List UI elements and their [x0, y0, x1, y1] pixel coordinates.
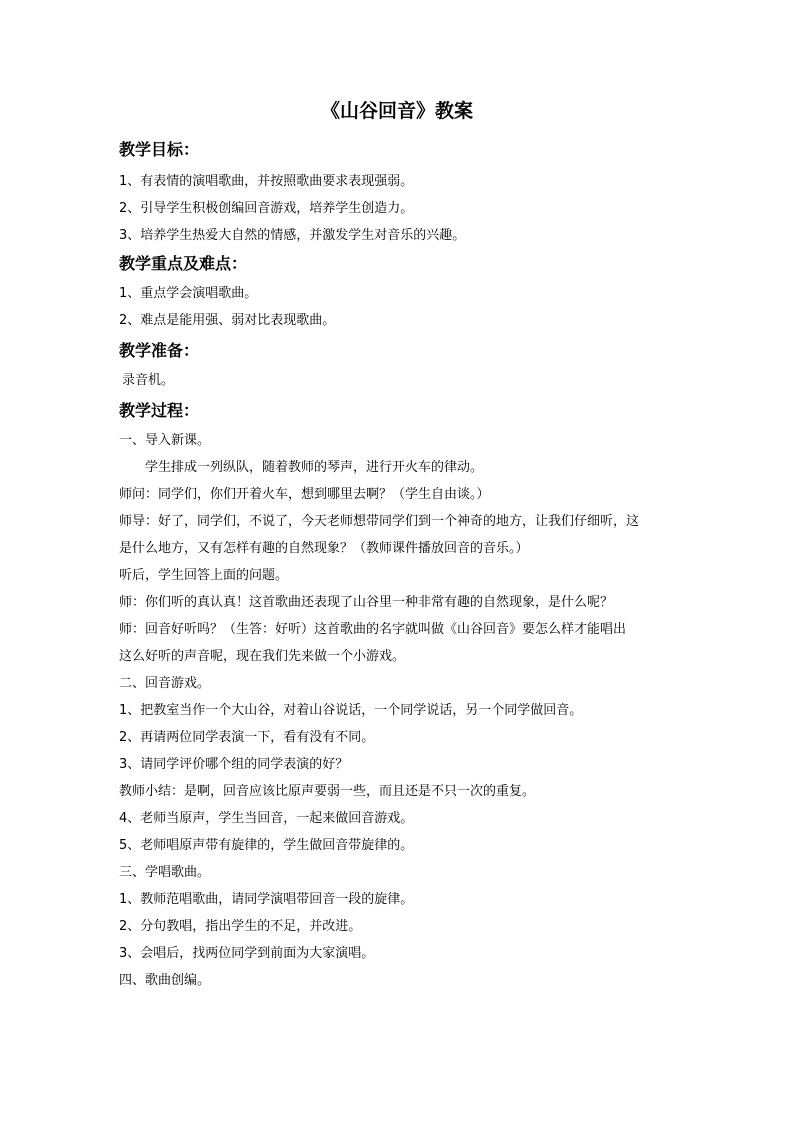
key-point-item: 1、重点学会演唱歌曲。 — [119, 286, 258, 301]
process-line: 师导：好了，同学们，不说了，今天老师想带同学们到一个神奇的地方，让我们仔细听，这 — [119, 514, 640, 529]
section-heading-process: 教学过程： — [119, 401, 200, 420]
process-subheading: 三、学唱歌曲。 — [119, 865, 211, 880]
process-subheading: 一、导入新课。 — [119, 433, 211, 448]
process-subheading: 四、歌曲创编。 — [119, 973, 211, 988]
process-line: 2、分句教唱，指出学生的不足，并改进。 — [119, 919, 362, 934]
process-line: 是什么地方，又有怎样有趣的自然现象？（教师课件播放回音的音乐。） — [119, 541, 529, 556]
preparation-item: 录音机。 — [122, 373, 175, 388]
process-line: 师问：同学们，你们开着火车，想到哪里去啊？（学生自由谈。） — [119, 487, 490, 502]
goal-item: 1、有表情的演唱歌曲，并按照歌曲要求表现强弱。 — [119, 174, 414, 189]
process-line: 听后，学生回答上面的问题。 — [119, 568, 289, 583]
process-line: 2、再请两位同学表演一下，看有没有不同。 — [119, 730, 375, 745]
process-line: 1、把教室当作一个大山谷，对着山谷说话，一个同学说话，另一个同学做回音。 — [119, 703, 583, 718]
section-heading-preparation: 教学准备： — [119, 341, 200, 360]
section-heading-goals: 教学目标： — [119, 140, 200, 159]
process-line: 4、老师当原声，学生当回音，一起来做回音游戏。 — [119, 811, 414, 826]
process-line: 这么好听的声音呢，现在我们先来做一个小游戏。 — [119, 649, 406, 664]
process-line: 教师小结：是啊，回音应该比原声要弱一些，而且还是不只一次的重复。 — [119, 784, 536, 799]
process-line: 3、请同学评价哪个组的同学表演的好？ — [119, 757, 349, 772]
process-line: 学生排成一列纵队，随着教师的琴声，进行开火车的律动。 — [145, 460, 484, 475]
goal-item: 3、培养学生热爱大自然的情感，并激发学生对音乐的兴趣。 — [119, 228, 466, 243]
process-line: 5、老师唱原声带有旋律的，学生做回音带旋律的。 — [119, 838, 414, 853]
goal-item: 2、引导学生积极创编回音游戏，培养学生创造力。 — [119, 201, 414, 216]
process-line: 1、教师范唱歌曲，请同学演唱带回音一段的旋律。 — [119, 892, 414, 907]
section-heading-key-points: 教学重点及难点： — [119, 254, 248, 273]
document-body — [119, 139, 684, 994]
document-title: 《山谷回音》教案 — [320, 100, 473, 122]
process-line: 师：回音好听吗？（生答：好听）这首歌曲的名字就叫做《山谷回音》要怎么样才能唱出 — [119, 622, 627, 637]
key-point-item: 2、难点是能用强、弱对比表现歌曲。 — [119, 313, 336, 328]
process-line: 3、会唱后，找两位同学到前面为大家演唱。 — [119, 946, 375, 961]
process-subheading: 二、回音游戏。 — [119, 676, 211, 691]
process-line: 师：你们听的真认真！这首歌曲还表现了山谷里一种非常有趣的自然现象，是什么呢？ — [119, 595, 614, 610]
